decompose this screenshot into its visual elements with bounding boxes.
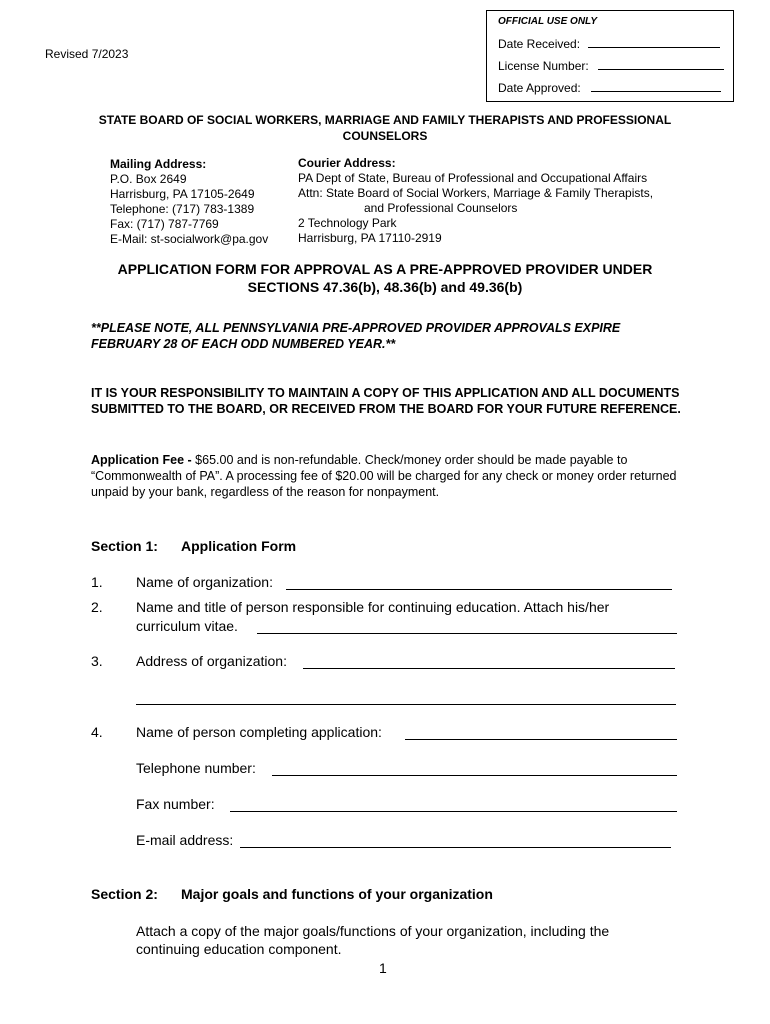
application-fee [91, 452, 691, 500]
fax-label: Fax number: [136, 796, 215, 812]
section2-title: Major goals and functions of your organization [181, 886, 493, 902]
application-fee-label: Application Fee - [91, 453, 192, 467]
courier-address-heading: Courier Address: [298, 156, 396, 170]
section2-number: Section 2: [91, 886, 158, 902]
section1-number: Section 1: [91, 538, 158, 554]
date-approved-field[interactable] [591, 90, 721, 92]
organization-address-field[interactable] [303, 668, 675, 669]
form-title [70, 260, 700, 296]
mailing-address-line: Harrisburg, PA 17105-2649 [110, 187, 255, 201]
date-approved-row [498, 81, 721, 95]
organization-address-field-2[interactable] [136, 704, 676, 705]
courier-address-line: Attn: State Board of Social Workers, Marriage & Family Therapists, [298, 186, 654, 200]
responsibility-notice: IT IS YOUR RESPONSIBILITY TO MAINTAIN A COPY OF THIS APPLICATION AND ALL DOCUMENTS SUBMITTED TO THE BOARD, OR RECEIVED FROM THE BOARD FOR YOUR FUTURE REFERENCE. [91, 386, 681, 416]
organization-name-field[interactable] [286, 589, 672, 590]
mailing-address-heading: Mailing Address: [110, 157, 207, 171]
license-number-field[interactable] [598, 68, 724, 70]
ce-responsible-label: Name and title of person responsible for continuing education. Attach his/her [136, 599, 610, 615]
telephone-label: Telephone number: [136, 760, 256, 776]
expiration-note: **PLEASE NOTE, ALL PENNSYLVANIA PRE-APPROVED PROVIDER APPROVALS EXPIRE FEBRUARY 28 OF EACH ODD NUMBERED YEAR.** [91, 321, 621, 351]
email-label: E-mail address: [136, 832, 234, 848]
mailing-address [110, 157, 268, 247]
courier-address-line: 2 Technology Park [298, 216, 397, 230]
item-number: 2. [91, 599, 103, 615]
board-title: STATE BOARD OF SOCIAL WORKERS, MARRIAGE AND FAMILY THERAPISTS AND PROFESSIONAL COUNSELORS [98, 113, 672, 143]
courier-address-line: PA Dept of State, Bureau of Professional and Occupational Affairs [298, 171, 648, 185]
revision-date: Revised 7/2023 [45, 47, 129, 61]
item-number: 4. [91, 724, 103, 740]
date-received-field[interactable] [588, 46, 720, 48]
applicant-name-field[interactable] [405, 739, 677, 740]
section2-heading [91, 886, 493, 902]
email-field[interactable] [240, 847, 671, 848]
mailing-fax: Fax: (717) 787-7769 [110, 217, 219, 231]
organization-name-label: Name of organization: [136, 574, 273, 590]
item-number: 3. [91, 653, 103, 669]
fax-field[interactable] [230, 811, 677, 812]
form-title-line: SECTIONS 47.36(b), 48.36(b) and 49.36(b) [247, 279, 523, 295]
telephone-field[interactable] [272, 775, 677, 776]
license-number-label: License Number: [498, 59, 589, 73]
section1-title: Application Form [181, 538, 297, 554]
courier-address-line: Harrisburg, PA 17110-2919 [298, 231, 442, 245]
license-number-row [498, 59, 724, 73]
date-received-label: Date Received: [498, 37, 581, 51]
item-number: 1. [91, 574, 103, 590]
mailing-email: E-Mail: st-socialwork@pa.gov [110, 232, 269, 246]
section1-heading [91, 538, 296, 554]
section2-instructions: Attach a copy of the major goals/functions of your organization, including the continuing education component. [136, 923, 610, 957]
ce-responsible-field[interactable] [257, 633, 677, 634]
organization-address-label: Address of organization: [136, 653, 287, 669]
ce-responsible-label-cont: curriculum vitae. [136, 618, 238, 634]
applicant-name-label: Name of person completing application: [136, 724, 382, 740]
date-approved-label: Date Approved: [498, 81, 581, 95]
mailing-address-line: P.O. Box 2649 [110, 172, 187, 186]
date-received-row [498, 37, 720, 51]
official-use-title: OFFICIAL USE ONLY [498, 16, 598, 27]
application-fee-text: $65.00 and is non-refundable. Check/money order should be made payable to “Commonwealth of PA”. A processing fee of $20.00 will be charged for any check or money order returned unpaid by your bank, regardless of the reason for nonpayment. [91, 453, 677, 499]
courier-address [298, 156, 653, 246]
form-title-line: APPLICATION FORM FOR APPROVAL AS A PRE-APPROVED PROVIDER UNDER [117, 261, 653, 277]
official-use-box [486, 10, 734, 102]
mailing-telephone: Telephone: (717) 783-1389 [110, 202, 255, 216]
courier-address-line: and Professional Counselors [364, 201, 518, 215]
page-number: 1 [379, 960, 387, 976]
